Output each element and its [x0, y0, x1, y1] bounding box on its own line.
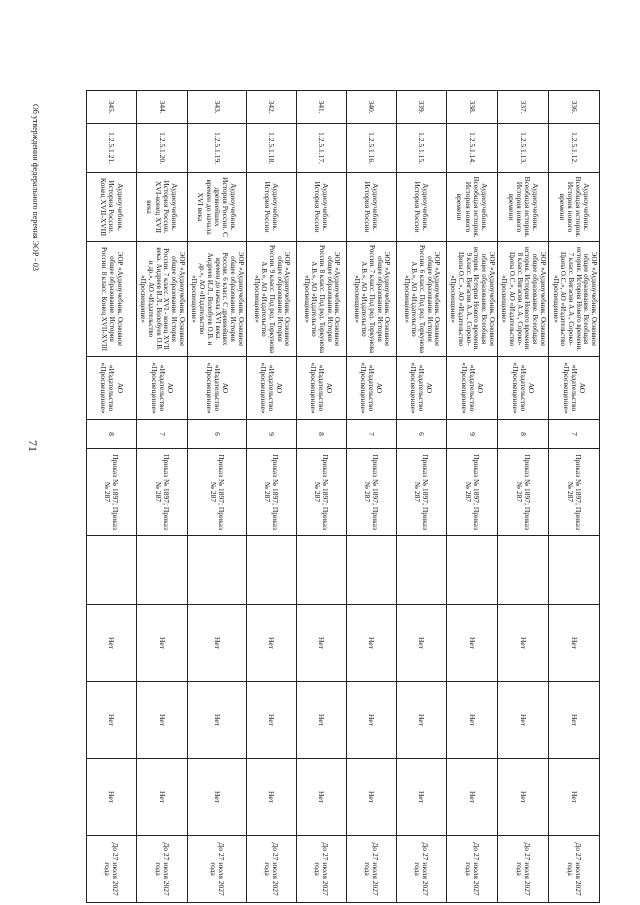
- valid-until: До 27 июля 2027 года: [86, 836, 136, 903]
- row-code: 1.2.5.1.12.: [548, 124, 599, 173]
- grade: 6: [187, 420, 246, 449]
- row-code: 1.2.5.1.20.: [136, 124, 187, 173]
- order-reference: Приказ № 1897; Приказ № 287: [548, 449, 599, 536]
- table-row: [346, 91, 396, 903]
- order-reference: Приказ № 1897; Приказ № 287: [187, 449, 246, 536]
- row-code: 1.2.5.1.16.: [346, 124, 396, 173]
- empty-cell: [86, 536, 136, 605]
- row-number: 343.: [187, 91, 246, 124]
- publisher: АО «Издательство «Просвещение»: [86, 357, 136, 420]
- empty-cell: [548, 536, 599, 605]
- table-row: [246, 91, 296, 903]
- resource-name: Аудиоучебник. Всеобщая история. История нового времени: [497, 173, 548, 242]
- row-code: 1.2.5.1.21.: [86, 124, 136, 173]
- flag-3: Нет: [396, 759, 446, 836]
- valid-until: До 27 июля 2027 года: [548, 836, 599, 903]
- resource-description: ЭОР «Аудиоучебник. Основное общее образование. История России. 6 класс. С древнейших времен до начала XVI века. Андреев И.Л., Волобуев О.В. и др.», АО «Издательство «Просвещение»: [187, 242, 246, 357]
- flag-3: Нет: [86, 759, 136, 836]
- flag-2: Нет: [446, 682, 497, 759]
- resource-description: ЭОР «Аудиоучебник. Основное общее образование. История России. 8 класс. Под ред. Торкунова А.В.», АО «Издательство «Просвещение»: [296, 242, 346, 357]
- empty-cell: [246, 536, 296, 605]
- flag-1: Нет: [346, 605, 396, 682]
- flag-1: Нет: [446, 605, 497, 682]
- flag-1: Нет: [296, 605, 346, 682]
- resource-name: Аудиоучебник. История России. Конец XVII-XVIII: [86, 173, 136, 242]
- valid-until: До 27 июля 2027 года: [497, 836, 548, 903]
- publisher: АО «Издательство «Просвещение»: [497, 357, 548, 420]
- flag-2: Нет: [86, 682, 136, 759]
- empty-cell: [396, 536, 446, 605]
- valid-until: До 27 июля 2027 года: [346, 836, 396, 903]
- row-code: 1.2.5.1.17.: [296, 124, 346, 173]
- valid-until: До 27 июля 2027 года: [296, 836, 346, 903]
- row-number: 341.: [296, 91, 346, 124]
- table-row: [548, 91, 599, 903]
- order-reference: Приказ № 1897; Приказ № 287: [246, 449, 296, 536]
- flag-3: Нет: [548, 759, 599, 836]
- row-number: 337.: [497, 91, 548, 124]
- resource-name: Аудиоучебник. История России: [296, 173, 346, 242]
- publisher: АО «Издательство «Просвещение»: [346, 357, 396, 420]
- footer-note: Об утверждении федерального перечня ЭОР - 03: [31, 104, 40, 271]
- resource-name: Аудиоучебник. История России: [246, 173, 296, 242]
- table-row: [187, 91, 246, 903]
- flag-2: Нет: [346, 682, 396, 759]
- publisher: АО «Издательство «Просвещение»: [187, 357, 246, 420]
- valid-until: До 27 июля 2027 года: [246, 836, 296, 903]
- grade: 8: [86, 420, 136, 449]
- grade: 8: [497, 420, 548, 449]
- resource-name: Аудиоучебник. История России: [346, 173, 396, 242]
- flag-2: Нет: [396, 682, 446, 759]
- grade: 8: [296, 420, 346, 449]
- flag-1: Нет: [396, 605, 446, 682]
- order-reference: Приказ № 1897; Приказ № 287: [497, 449, 548, 536]
- publisher: АО «Издательство «Просвещение»: [396, 357, 446, 420]
- empty-cell: [136, 536, 187, 605]
- flag-1: Нет: [187, 605, 246, 682]
- row-code: 1.2.5.1.15.: [396, 124, 446, 173]
- row-code: 1.2.5.1.13.: [497, 124, 548, 173]
- registry-table-body: [86, 91, 599, 903]
- row-number: 342.: [246, 91, 296, 124]
- table-row: [86, 91, 136, 903]
- grade: 7: [136, 420, 187, 449]
- valid-until: До 27 июля 2027 года: [136, 836, 187, 903]
- grade: 6: [396, 420, 446, 449]
- row-code: 1.2.5.1.14.: [446, 124, 497, 173]
- flag-2: Нет: [296, 682, 346, 759]
- table-row: [497, 91, 548, 903]
- resource-name: Аудиоучебник. Всеобщая история. История нового времени: [548, 173, 599, 242]
- publisher: АО «Издательство «Просвещение»: [136, 357, 187, 420]
- row-number: 344.: [136, 91, 187, 124]
- empty-cell: [446, 536, 497, 605]
- order-reference: Приказ № 1897; Приказ № 287: [136, 449, 187, 536]
- resource-description: ЭОР «Аудиоучебник. Основное общее образование. История России. 9 класс. Под ред. Торкунова А.В.», АО «Издательство «Просвещение»: [246, 242, 296, 357]
- flag-3: Нет: [346, 759, 396, 836]
- grade: 9: [446, 420, 497, 449]
- table-row: [296, 91, 346, 903]
- order-reference: Приказ № 1897; Приказ № 287: [396, 449, 446, 536]
- flag-2: Нет: [187, 682, 246, 759]
- resource-name: Аудиоучебник. История России: [396, 173, 446, 242]
- flag-3: Нет: [187, 759, 246, 836]
- resource-description: ЭОР «Аудиоучебник. Основное общее образование. История России. 7 класс. Под ред. Торкунова А.В.», АО «Издательство «Просвещение»: [346, 242, 396, 357]
- flag-2: Нет: [136, 682, 187, 759]
- table-row: [446, 91, 497, 903]
- row-number: 340.: [346, 91, 396, 124]
- row-code: 1.2.5.1.18.: [246, 124, 296, 173]
- resource-name: Аудиоучебник. История России. С древнейших времен до начала XVI века: [187, 173, 246, 242]
- grade: 7: [346, 420, 396, 449]
- resource-description: ЭОР «Аудиоучебник. Основное общее образование. История России. 6 класс. Под ред. Торкунова А.В.», АО «Издательство «Просвещение»: [396, 242, 446, 357]
- valid-until: До 27 июля 2027 года: [446, 836, 497, 903]
- publisher: АО «Издательство «Просвещение»: [548, 357, 599, 420]
- resource-name: Аудиоучебник. История России. XVI-конец XVII века: [136, 173, 187, 242]
- order-reference: Приказ № 1897; Приказ № 287: [446, 449, 497, 536]
- flag-3: Нет: [446, 759, 497, 836]
- grade: 7: [548, 420, 599, 449]
- table-row: [396, 91, 446, 903]
- flag-2: Нет: [246, 682, 296, 759]
- resource-description: ЭОР «Аудиоучебник. Основное общее образование. Всеобщая история. История Нового времени. 9 класс. Вигасин А.А., Сороко-Цюпа О.С.», АО «Издательство «Просвещение»: [446, 242, 497, 357]
- empty-cell: [296, 536, 346, 605]
- flag-2: Нет: [548, 682, 599, 759]
- flag-2: Нет: [497, 682, 548, 759]
- flag-1: Нет: [246, 605, 296, 682]
- row-number: 336.: [548, 91, 599, 124]
- page-number: 71: [26, 440, 40, 452]
- row-number: 338.: [446, 91, 497, 124]
- publisher: АО «Издательство «Просвещение»: [446, 357, 497, 420]
- resource-description: ЭОР «Аудиоучебник. Основное общее образование. История России. 8 класс. Конец XVII-XVIII: [86, 242, 136, 357]
- flag-3: Нет: [136, 759, 187, 836]
- rotated-table-wrapper: [31, 90, 600, 896]
- valid-until: До 27 июля 2027 года: [396, 836, 446, 903]
- flag-1: Нет: [86, 605, 136, 682]
- row-code: 1.2.5.1.19.: [187, 124, 246, 173]
- publisher: АО «Издательство «Просвещение»: [246, 357, 296, 420]
- order-reference: Приказ № 1897; Приказ № 287: [296, 449, 346, 536]
- flag-1: Нет: [136, 605, 187, 682]
- grade: 9: [246, 420, 296, 449]
- empty-cell: [187, 536, 246, 605]
- order-reference: Приказ № 1897; Приказ № 287: [86, 449, 136, 536]
- order-reference: Приказ № 1897; Приказ № 287: [346, 449, 396, 536]
- resource-description: ЭОР «Аудиоучебник. Основное общее образование. Всеобщая история. История Нового времени. 7 класс. Вигасин А.А., Сороко-Цюпа О.С.», АО «Издательство «Просвещение»: [548, 242, 599, 357]
- empty-cell: [346, 536, 396, 605]
- publisher: АО «Издательство «Просвещение»: [296, 357, 346, 420]
- valid-until: До 27 июля 2027 года: [187, 836, 246, 903]
- flag-1: Нет: [497, 605, 548, 682]
- flag-3: Нет: [296, 759, 346, 836]
- resource-name: Аудиоучебник. Всеобщая история. История нового времени: [446, 173, 497, 242]
- empty-cell: [497, 536, 548, 605]
- table-row: [136, 91, 187, 903]
- resource-description: ЭОР «Аудиоучебник. Основное общее образование. Всеобщая история. История Нового времени. 8 класс. Вигасин А.А., Сороко-Цюпа О.С.», АО «Издательство «Просвещение»: [497, 242, 548, 357]
- flag-1: Нет: [548, 605, 599, 682]
- flag-3: Нет: [497, 759, 548, 836]
- row-number: 345.: [86, 91, 136, 124]
- registry-table: [86, 90, 600, 903]
- flag-3: Нет: [246, 759, 296, 836]
- row-number: 339.: [396, 91, 446, 124]
- resource-description: ЭОР «Аудиоучебник. Основное общее образование. История России. 7 класс. XVI - конец XVII века. Андреев И.Л., Волобуев О.В. и др.», АО «Издательство «Просвещение»: [136, 242, 187, 357]
